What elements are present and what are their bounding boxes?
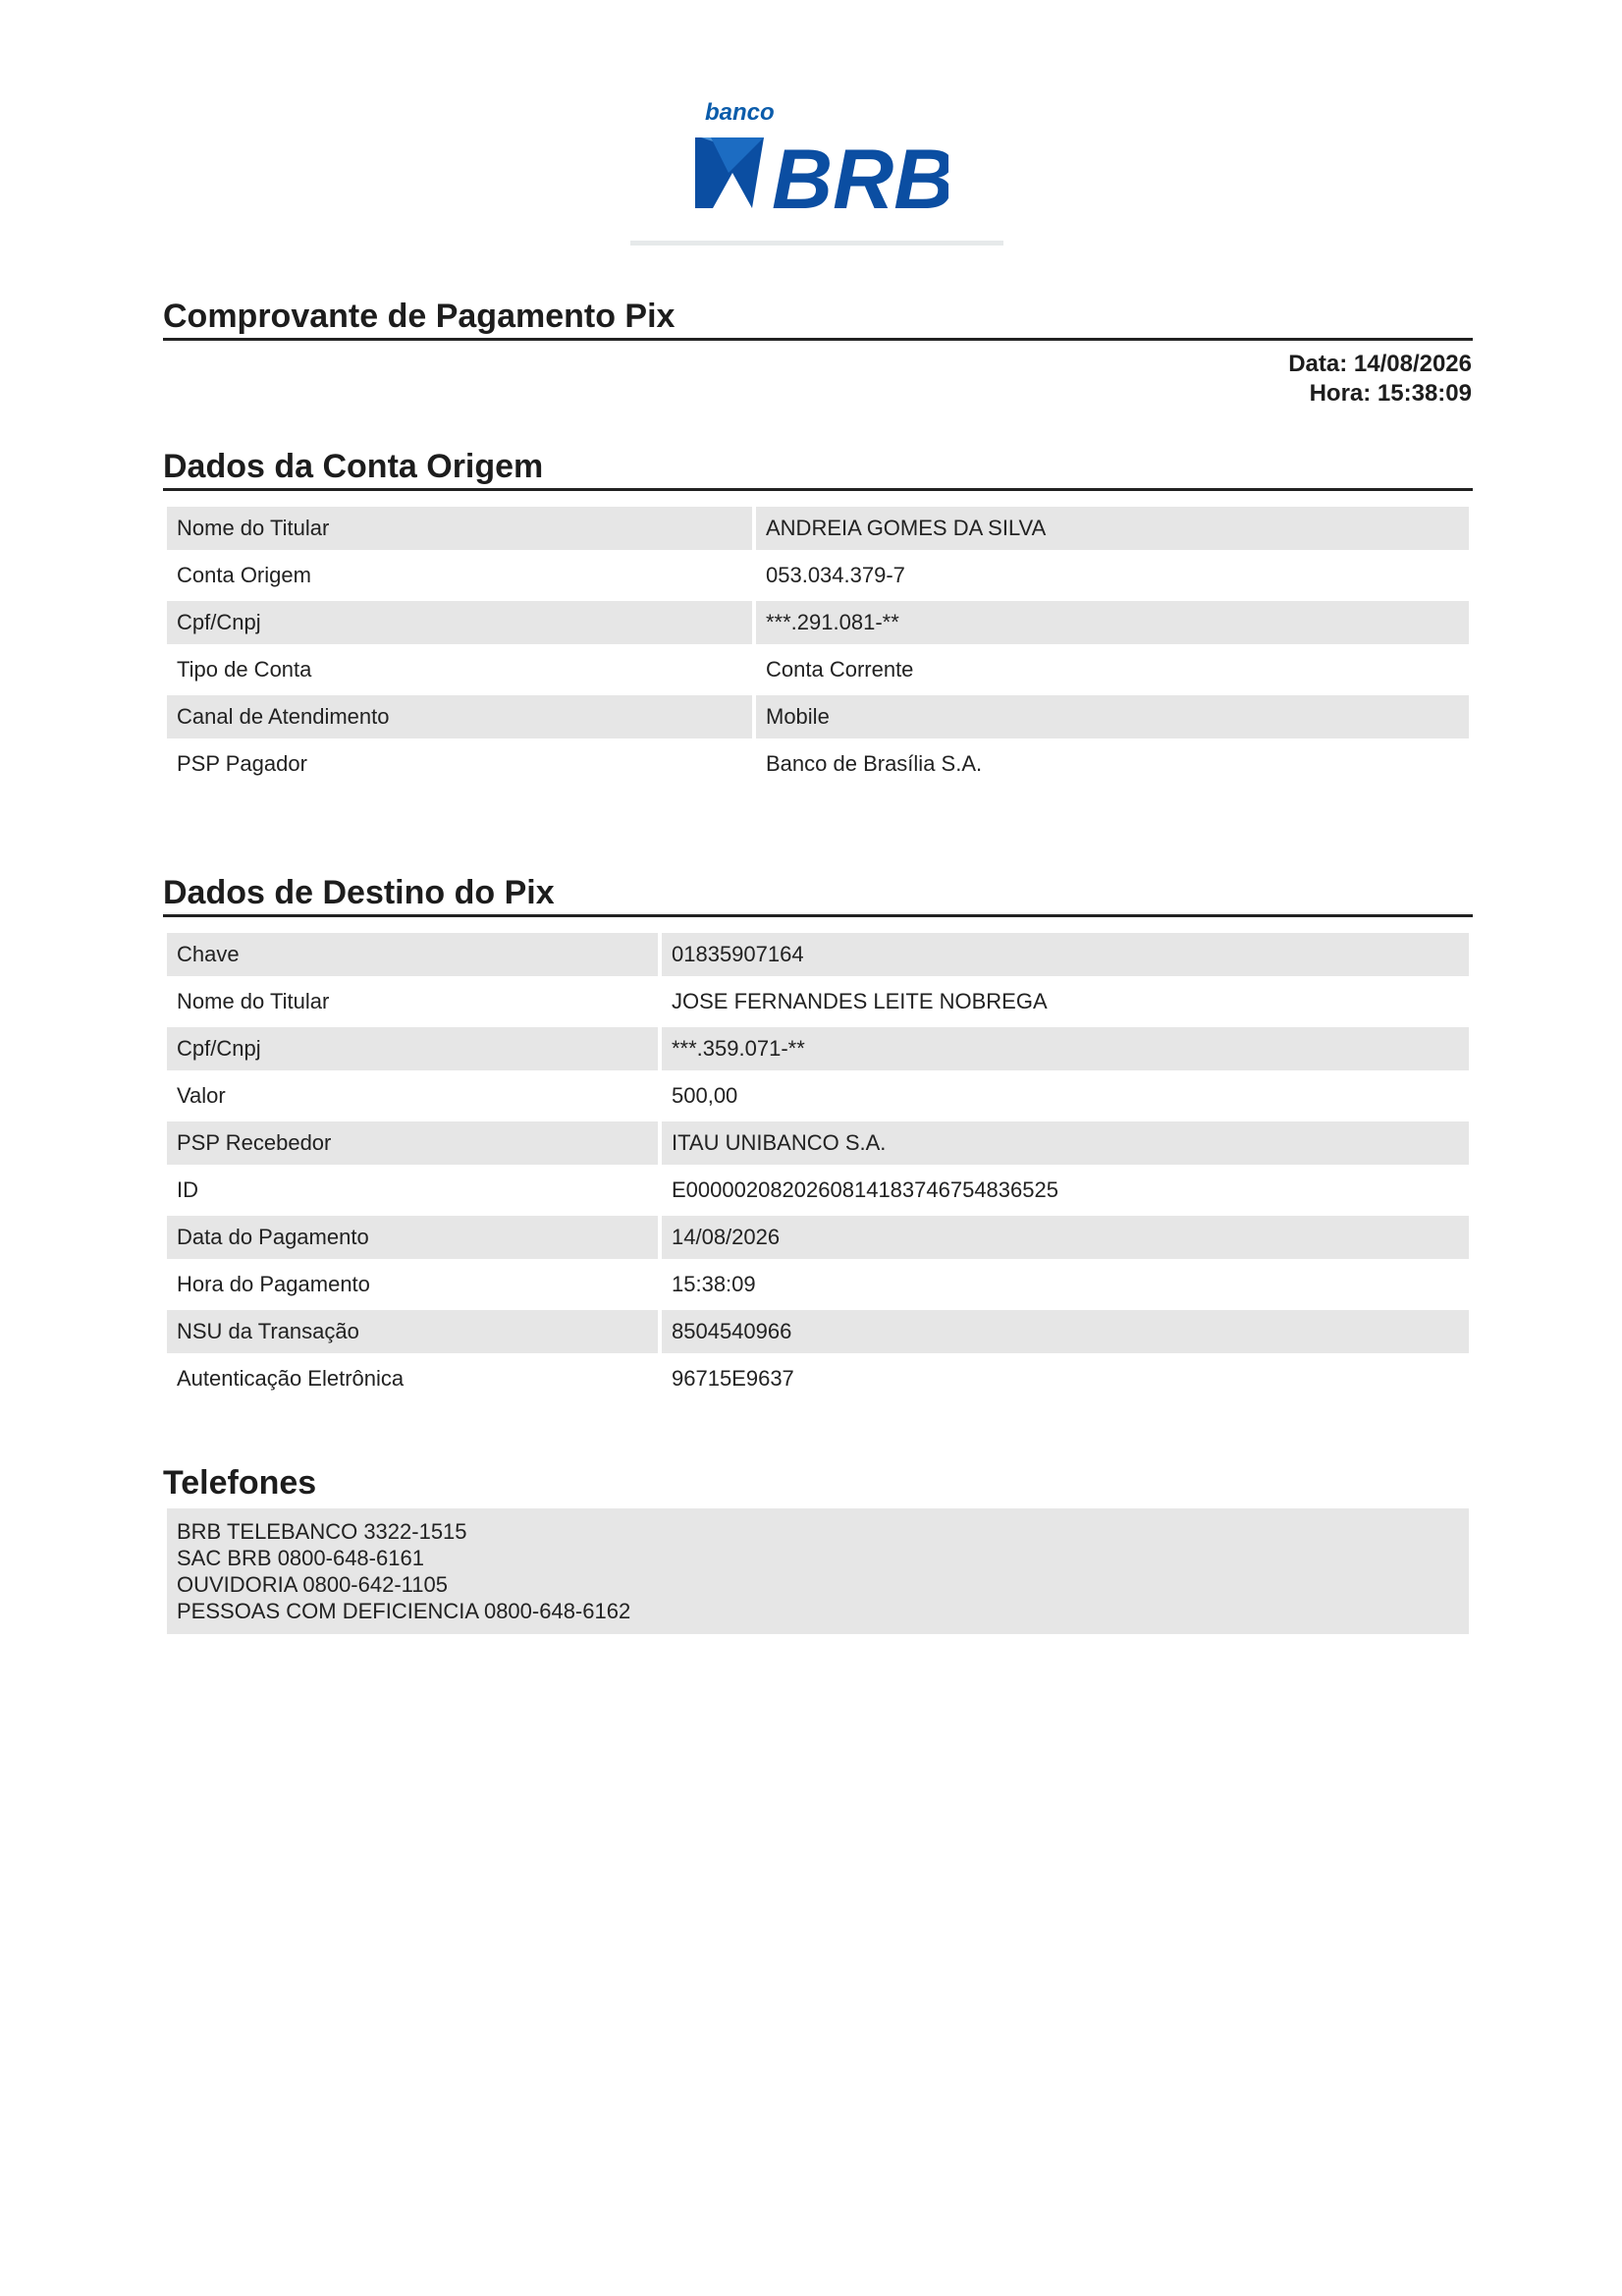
row-value: 500,00 xyxy=(672,1083,738,1108)
logo-small-text: banco xyxy=(705,99,775,126)
row-value: Banco de Brasília S.A. xyxy=(766,751,983,776)
table-row xyxy=(167,507,1469,550)
table-row xyxy=(167,1169,1469,1212)
row-label: Valor xyxy=(177,1083,226,1108)
table-row xyxy=(167,1216,1469,1259)
row-value: 8504540966 xyxy=(662,1310,1469,1353)
row-value: E00000208202608141837467548365​25 xyxy=(672,1177,1058,1202)
destino-section-title: Dados de Destino do Pix xyxy=(163,873,1473,917)
row-label: Nome do Titular xyxy=(167,507,752,550)
logo-divider xyxy=(630,241,1003,246)
row-value: ANDREIA GOMES DA SILVA xyxy=(756,507,1469,550)
row-value: 01835907164 xyxy=(662,933,1469,976)
table-row xyxy=(167,742,1469,786)
row-value: 14/08/2026 xyxy=(662,1216,1469,1259)
row-value: ***.291.081-** xyxy=(756,601,1469,644)
row-value: JOSE FERNANDES LEITE NOBREGA xyxy=(672,989,1048,1013)
row-label: Cpf/Cnpj xyxy=(167,1027,658,1070)
row-value: 15:38:09 xyxy=(672,1272,756,1296)
row-label: ID xyxy=(177,1177,198,1202)
logo-brand-text: BRB xyxy=(772,133,948,216)
brb-logo xyxy=(693,98,948,216)
row-label: Tipo de Conta xyxy=(177,657,312,682)
table-row xyxy=(167,933,1469,976)
destino-table xyxy=(163,929,1473,1404)
telefones-section-title: Telefones xyxy=(163,1464,317,1502)
row-label: Conta Origem xyxy=(177,563,311,587)
phone-line: OUVIDORIA 0800-642-1105 xyxy=(177,1572,448,1597)
origem-section-title: Dados da Conta Origem xyxy=(163,447,1473,491)
table-row xyxy=(167,1357,1469,1400)
table-row xyxy=(167,1027,1469,1070)
row-label: PSP Pagador xyxy=(177,751,307,776)
document-title: Comprovante de Pagamento Pix xyxy=(163,297,1473,341)
row-label: NSU da Transação xyxy=(167,1310,658,1353)
phone-line: SAC BRB 0800-648-6161 xyxy=(177,1546,424,1570)
row-value: Conta Corrente xyxy=(766,657,914,682)
row-label: Autenticação Eletrônica xyxy=(177,1366,405,1391)
table-row xyxy=(167,648,1469,691)
table-row xyxy=(167,1310,1469,1353)
table-row xyxy=(167,695,1469,738)
row-value: 96715E9637 xyxy=(672,1366,794,1391)
telefones-box xyxy=(167,1508,1469,1634)
table-row xyxy=(167,1263,1469,1306)
document-date: Data: 14/08/2026 xyxy=(1288,351,1472,377)
row-label: Hora do Pagamento xyxy=(177,1272,370,1296)
brb-logo-graphic xyxy=(693,98,948,216)
table-row xyxy=(167,601,1469,644)
row-value: 053.034.379-7 xyxy=(766,563,905,587)
row-label: Data do Pagamento xyxy=(167,1216,658,1259)
table-row xyxy=(167,1121,1469,1165)
row-value: Mobile xyxy=(756,695,1469,738)
document-datetime xyxy=(1288,350,1472,409)
row-label: Chave xyxy=(167,933,658,976)
row-label: Nome do Titular xyxy=(177,989,330,1013)
row-label: Canal de Atendimento xyxy=(167,695,752,738)
table-row xyxy=(167,980,1469,1023)
table-row xyxy=(167,1074,1469,1118)
row-label: PSP Recebedor xyxy=(167,1121,658,1165)
origem-table xyxy=(163,503,1473,790)
phone-line: BRB TELEBANCO 3322-1515 xyxy=(177,1519,467,1544)
row-label: Cpf/Cnpj xyxy=(167,601,752,644)
phone-line: PESSOAS COM DEFICIENCIA 0800-648-6162 xyxy=(177,1599,631,1623)
document-time: Hora: 15:38:09 xyxy=(1309,380,1472,407)
table-row xyxy=(167,554,1469,597)
row-value: ***.359.071-** xyxy=(662,1027,1469,1070)
row-value: ITAU UNIBANCO S.A. xyxy=(662,1121,1469,1165)
